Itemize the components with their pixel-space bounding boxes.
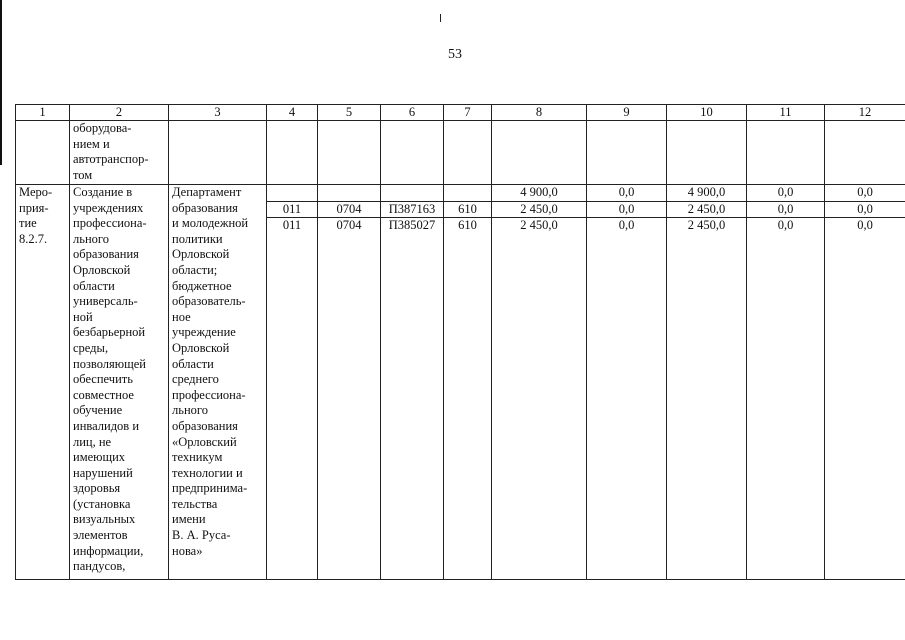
value-line: 0704	[336, 218, 362, 233]
col-12-values	[825, 185, 905, 580]
value-line: 2 450,0	[520, 218, 558, 233]
value-line: 0,0	[825, 202, 905, 219]
budget-table	[15, 104, 905, 580]
scan-edge-line	[0, 0, 2, 165]
activity-row	[16, 185, 905, 580]
table-cell	[318, 121, 381, 185]
header-cell: 12	[825, 105, 905, 121]
col-11-values	[747, 185, 825, 580]
value-line: 4 900,0	[492, 185, 586, 202]
header-cell: 3	[169, 105, 267, 121]
value-line: 2 450,0	[667, 202, 746, 219]
page-number: 53	[448, 47, 462, 62]
value-line: 0,0	[777, 218, 794, 233]
value-line	[444, 185, 491, 202]
header-cell: 7	[444, 105, 492, 121]
header-cell: 5	[318, 105, 381, 121]
table-cell	[16, 121, 70, 185]
activity-code: Меро- прия- тие 8.2.7.	[16, 185, 70, 580]
value-line: 610	[444, 202, 491, 219]
col-6-values	[381, 185, 444, 580]
header-cell: 8	[492, 105, 587, 121]
value-line: 610	[458, 218, 477, 233]
value-line: 0,0	[618, 218, 635, 233]
header-cell: 6	[381, 105, 444, 121]
value-line: П385027	[388, 218, 436, 233]
col-7-values	[444, 185, 492, 580]
scan-speck	[440, 14, 441, 22]
value-line	[318, 185, 380, 202]
table-cell	[825, 121, 905, 185]
value-line: 0704	[318, 202, 380, 219]
value-line: П387163	[381, 202, 443, 219]
header-cell: 4	[267, 105, 318, 121]
col-9-values	[587, 185, 667, 580]
continuation-row	[16, 121, 905, 185]
responsible-executor: Департамент образования и молодежной политики Орловской области; бюджетное образователь- ное учреждение Орловской области среднего профессиона- льного образования «Орловский техникум технологии и предпринима- тельства имени В. А. Руса- нова»	[169, 185, 267, 580]
table-cell	[492, 121, 587, 185]
header-cell: 1	[16, 105, 70, 121]
activity-description: Создание в учреждениях профессиона- льного образования Орловской области универсаль- ной безбарьерной среды, позволяющей обеспечить совместное обучение инвалидов и лиц, не имеющих нарушений здоровья (установка визуальных элементов информации, пандусов,	[70, 185, 169, 580]
value-line: 0,0	[857, 218, 873, 233]
header-cell: 9	[587, 105, 667, 121]
value-line: 2 450,0	[687, 218, 726, 233]
table-cell	[381, 121, 444, 185]
header-cell: 2	[70, 105, 169, 121]
table-cell	[267, 121, 318, 185]
col-8-values	[492, 185, 587, 580]
col-10-values	[667, 185, 747, 580]
value-line: 0,0	[747, 202, 824, 219]
continuation-description: оборудова- нием и автотранспор- том	[70, 121, 169, 185]
value-line: 4 900,0	[667, 185, 746, 202]
value-line: 0,0	[587, 185, 666, 202]
value-line: 011	[267, 202, 317, 219]
table-cell	[747, 121, 825, 185]
header-row	[16, 105, 905, 121]
header-cell: 10	[667, 105, 747, 121]
value-line: 0,0	[825, 185, 905, 202]
value-line: 011	[282, 218, 302, 233]
col-5-values	[318, 185, 381, 580]
header-cell: 11	[747, 105, 825, 121]
value-line: 0,0	[747, 185, 824, 202]
value-line: 0,0	[587, 202, 666, 219]
table-cell	[169, 121, 267, 185]
col-4-values	[267, 185, 318, 580]
value-line	[381, 185, 443, 202]
value-line: 2 450,0	[492, 202, 586, 219]
table-cell	[587, 121, 667, 185]
table-cell	[444, 121, 492, 185]
table-cell	[667, 121, 747, 185]
value-line	[267, 185, 317, 202]
